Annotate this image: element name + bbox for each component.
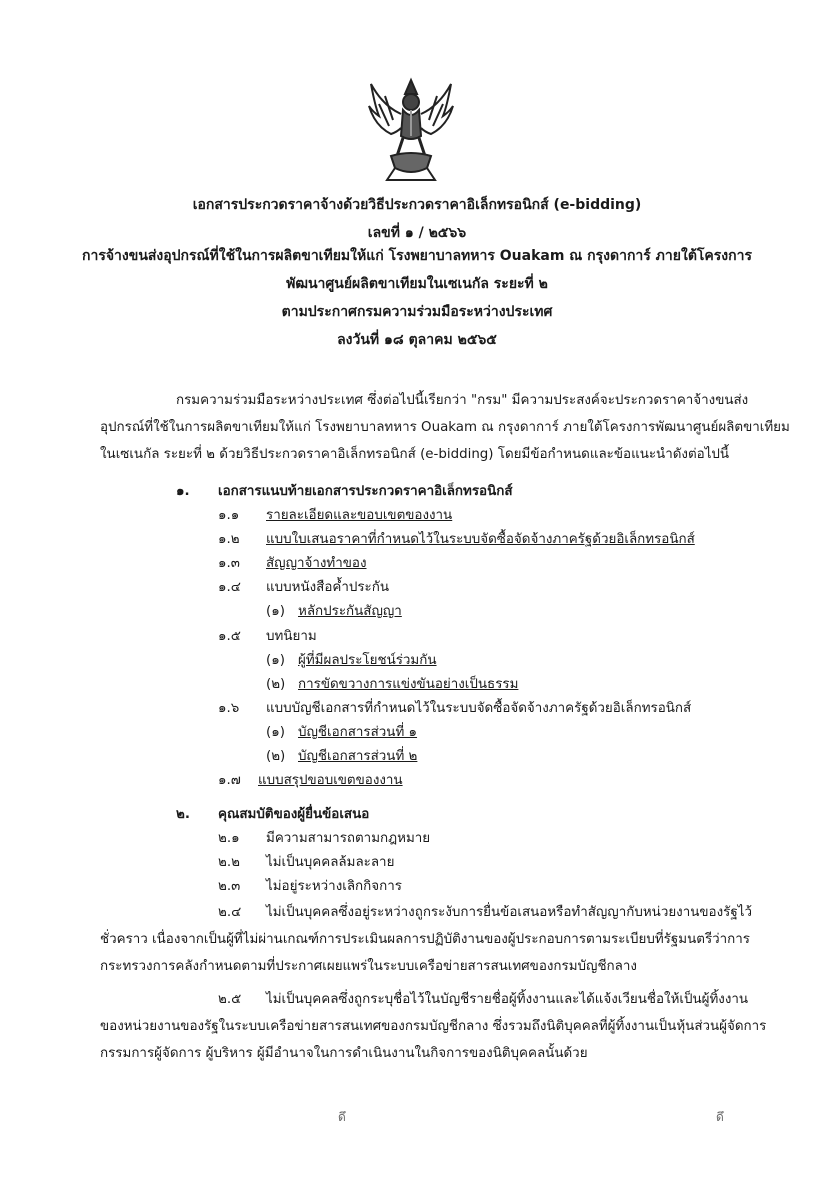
document-number: เลขที่ ๑ / ๒๕๖๖: [367, 225, 467, 241]
intro-line-2: อุปกรณ์ที่ใช้ในการผลิตขาเทียมให้แก่ โรงพยาบาลทหาร Ouakam ณ กรุงดาการ์ ภายใต้โครงการพัฒนาศูนย์ผลิตขาเทียม: [100, 420, 790, 435]
section-1-number: ๑.: [176, 484, 190, 499]
item-number: ๑.๕: [218, 629, 241, 644]
attachment-link[interactable]: รายละเอียดและขอบเขตของงาน: [266, 508, 453, 523]
section-1-title: เอกสารแนบท้ายเอกสารประกวดราคาอิเล็กทรอนิกส์: [218, 484, 513, 499]
item-number: ๒.๑: [218, 831, 240, 846]
item-number: ๑.๒: [218, 532, 240, 547]
paragraph-line: กระทรวงการคลังกำหนดตามที่ประกาศเผยแพร่ในระบบเครือข่ายสารสนเทศของกรมบัญชีกลาง: [100, 959, 637, 974]
item-number: ๑.๗: [218, 773, 241, 788]
paragraph-line: ไม่เป็นบุคคลซึ่งถูกระบุชื่อไว้ในบัญชีรายชื่อผู้ทิ้งงานและได้แจ้งเวียนชื่อให้เป็นผู้ทิ้งงาน: [266, 992, 749, 1007]
date-line: ลงวันที่ ๑๘ ตุลาคม ๒๕๖๕: [337, 332, 497, 348]
item-number: ๒.๒: [218, 855, 240, 870]
item-text: ไม่อยู่ระหว่างเลิกกิจการ: [266, 879, 402, 894]
subitem-number: (๒): [266, 677, 286, 692]
attachment-link[interactable]: แบบใบเสนอราคาที่กำหนดไว้ในระบบจัดซื้อจัดจ้างภาครัฐด้วยอิเล็กทรอนิกส์: [266, 532, 695, 547]
subject-line-2: พัฒนาศูนย์ผลิตขาเทียมในเซเนกัล ระยะที่ ๒: [286, 276, 548, 292]
attachment-link[interactable]: บัญชีเอกสารส่วนที่ ๑: [298, 725, 418, 740]
document-title: เอกสารประกวดราคาจ้างด้วยวิธีประกวดราคาอิเล็กทรอนิกส์ (e-bidding): [192, 197, 642, 213]
item-text: บทนิยาม: [266, 629, 317, 644]
attachment-link[interactable]: แบบสรุปขอบเขตของงาน: [258, 773, 403, 788]
subitem-number: (๑): [266, 725, 285, 740]
item-text: แบบบัญชีเอกสารที่กำหนดไว้ในระบบจัดซื้อจัดจ้างภาครัฐด้วยอิเล็กทรอนิกส์: [266, 701, 692, 716]
initials-mark: ดึ: [716, 1110, 724, 1124]
attachment-link[interactable]: ผู้ที่มีผลประโยชน์ร่วมกัน: [298, 653, 437, 668]
subitem-number: (๑): [266, 604, 285, 619]
subject-line-1: การจ้างขนส่งอุปกรณ์ที่ใช้ในการผลิตขาเทียมให้แก่ โรงพยาบาลทหาร Ouakam ณ กรุงดาการ์ ภายใต้โครงการ: [81, 248, 753, 264]
paragraph-line: ชั่วคราว เนื่องจากเป็นผู้ที่ไม่ผ่านเกณฑ์การประเมินผลการปฏิบัติงานของผู้ประกอบการตามระเบียบที่รัฐมนตรีว่าการ: [100, 932, 750, 947]
attachment-link[interactable]: หลักประกันสัญญา: [298, 604, 402, 619]
section-2-title: คุณสมบัติของผู้ยื่นข้อเสนอ: [218, 807, 370, 822]
item-number: ๑.๓: [218, 556, 240, 571]
garuda-emblem-icon: [365, 76, 457, 184]
attachment-link[interactable]: สัญญาจ้างทำของ: [266, 556, 367, 571]
item-number: ๒.๔: [218, 905, 242, 920]
paragraph-line: กรรมการผู้จัดการ ผู้บริหาร ผู้มีอำนาจในการดำเนินงานในกิจการของนิติบุคคลนั้นด้วย: [100, 1046, 588, 1061]
item-text: แบบหนังสือค้ำประกัน: [266, 580, 389, 595]
section-2-number: ๒.: [176, 807, 190, 822]
item-number: ๒.๕: [218, 992, 242, 1007]
item-number: ๑.๖: [218, 701, 240, 716]
item-text: มีความสามารถตามกฎหมาย: [266, 831, 431, 846]
subitem-number: (๑): [266, 653, 285, 668]
subitem-number: (๒): [266, 749, 286, 764]
intro-line-3: ในเซเนกัล ระยะที่ ๒ ด้วยวิธีประกวดราคาอิเล็กทรอนิกส์ (e-bidding) โดยมีข้อกำหนดและข้อแนะนำดังต่อไปนี้: [100, 447, 730, 462]
paragraph-line: ไม่เป็นบุคคลซึ่งอยู่ระหว่างถูกระงับการยื่นข้อเสนอหรือทำสัญญากับหน่วยงานของรัฐไว้: [266, 905, 752, 920]
attachment-link[interactable]: บัญชีเอกสารส่วนที่ ๒: [298, 749, 418, 764]
intro-line-1: กรมความร่วมมือระหว่างประเทศ ซึ่งต่อไปนี้เรียกว่า "กรม" มีความประสงค์จะประกวดราคาจ้างขนส่ง: [176, 393, 749, 408]
item-text: ไม่เป็นบุคคลล้มละลาย: [266, 855, 395, 870]
paragraph-line: ของหน่วยงานของรัฐในระบบเครือข่ายสารสนเทศของกรมบัญชีกลาง ซึ่งรวมถึงนิติบุคคลที่ผู้ทิ้งงานเป็นหุ้นส่วนผู้จัดการ: [100, 1019, 767, 1034]
item-number: ๒.๓: [218, 879, 241, 894]
item-number: ๑.๑: [218, 508, 240, 523]
item-number: ๑.๔: [218, 580, 241, 595]
attachment-link[interactable]: การขัดขวางการแข่งขันอย่างเป็นธรรม: [298, 677, 519, 692]
initials-mark: ดึ: [338, 1110, 346, 1124]
announcement-line: ตามประกาศกรมความร่วมมือระหว่างประเทศ: [281, 304, 553, 320]
